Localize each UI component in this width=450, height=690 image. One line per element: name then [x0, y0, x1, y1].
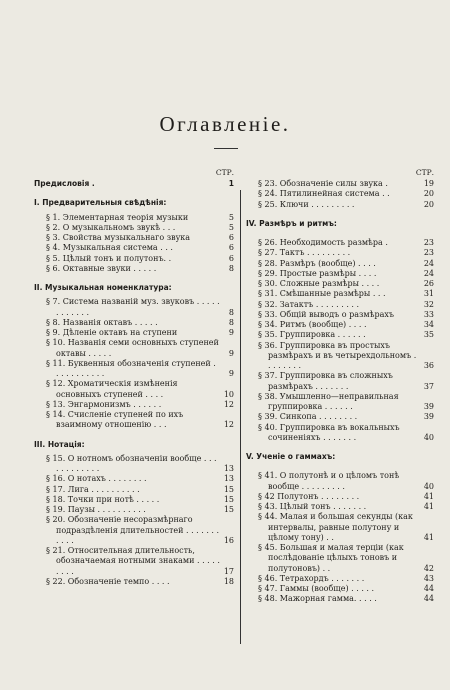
toc-entry-title: § 19. Паузы . . . . . . . . . .	[46, 505, 146, 514]
toc-entry-title: § 6. Октавные звуки . . . . .	[46, 263, 157, 273]
toc-section-heading[interactable]	[246, 219, 434, 229]
toc-section-heading[interactable]	[34, 198, 234, 208]
toc-page-number: 6	[228, 243, 234, 253]
toc-page-number: 43	[423, 573, 434, 583]
toc-page-number: 37	[423, 381, 434, 391]
toc-entry-title: § 26. Необходимость размѣра .	[258, 238, 388, 247]
toc-page-number: 39	[423, 402, 434, 411]
toc-entry-title: § 45. Большая и малая терціи (как послѣдованіе цѣлыхъ тоновъ и полутоновъ) . .	[258, 543, 404, 573]
toc-entry[interactable]	[246, 269, 434, 279]
toc-entry-title: § 48. Мажорная гамма. . . . .	[258, 594, 377, 604]
toc-page-number: 44	[423, 584, 434, 593]
toc-page-number: 17	[223, 566, 234, 576]
toc-entry-title: § 12. Хроматическія измѣненія основныхъ ступеней . . . .	[46, 379, 178, 399]
toc-page-number: 23	[423, 248, 434, 258]
toc-entry[interactable]	[34, 243, 234, 253]
toc-spacer	[34, 431, 234, 440]
toc-spacer	[246, 462, 434, 471]
toc-entry[interactable]	[246, 310, 434, 320]
toc-entry-title: § 5. Цѣлый тонъ и полутонъ. .	[46, 253, 172, 263]
toc-entry-title: III. Нотація:	[34, 439, 85, 449]
toc-entry[interactable]	[34, 410, 234, 431]
toc-entry-title: V. Ученіе о гаммахъ:	[246, 452, 336, 461]
toc-spacer	[34, 189, 234, 198]
toc-entry[interactable]	[34, 515, 234, 546]
toc-page-number: 40	[423, 481, 434, 491]
toc-right-list	[246, 179, 434, 605]
toc-page-number: 32	[423, 299, 434, 309]
toc-entry-title: § 44. Малая и большая секунды (как интервалы, равные полутону и цѣлому тону) . .	[258, 512, 413, 542]
toc-entry[interactable]	[34, 454, 234, 475]
page-title: Оглавленіе.	[159, 112, 291, 136]
toc-entry[interactable]	[34, 359, 234, 380]
toc-entry[interactable]	[34, 223, 234, 233]
title-rule	[214, 148, 238, 149]
toc-page-number: 13	[223, 474, 234, 484]
toc-entry[interactable]	[246, 392, 434, 413]
toc-entry[interactable]	[246, 289, 434, 299]
toc-entry-title: § 13. Энгармонизмъ . . . . . .	[46, 399, 162, 409]
toc-entry-title: § 42 Полутонъ . . . . . . . .	[258, 491, 360, 501]
toc-entry[interactable]	[246, 279, 434, 289]
toc-entry-title: § 35. Группировка . . . . . .	[258, 330, 366, 340]
toc-entry[interactable]	[246, 330, 434, 340]
toc-entry-title: § 37. Группировка въ сложныхъ размѣрахъ . . . . . . .	[258, 371, 393, 391]
toc-entry[interactable]	[246, 238, 434, 248]
toc-page-number: 8	[228, 263, 234, 273]
toc-entry-title: § 8. Названія октавъ . . . . .	[46, 317, 158, 327]
toc-entry[interactable]	[246, 189, 434, 199]
toc-left-column	[34, 168, 234, 587]
toc-entry-title: § 36. Группировка въ простыхъ размѣрахъ и въ четырехдольномъ . . . . . . . .	[258, 340, 417, 370]
toc-page-number: 15	[223, 494, 234, 504]
toc-page-number: 18	[223, 576, 234, 586]
toc-page-number: 40	[423, 432, 434, 442]
toc-entry[interactable]	[246, 512, 434, 543]
toc-entry[interactable]	[246, 412, 434, 422]
toc-entry[interactable]	[34, 254, 234, 264]
toc-page-number: 13	[223, 464, 234, 473]
toc-entry-title: § 23. Обозначеніе силы звука .	[258, 179, 388, 188]
toc-page-number: 8	[228, 317, 234, 327]
toc-entry[interactable]	[246, 594, 434, 604]
toc-right-column	[246, 168, 434, 605]
toc-entry-title: § 38. Умышленно—неправильная группировка . . . . . .	[258, 391, 399, 411]
toc-entry[interactable]	[246, 543, 434, 574]
toc-entry[interactable]	[34, 577, 234, 587]
toc-entry-title: § 24. Пятилинейная система . .	[258, 189, 390, 199]
toc-page-number: 10	[223, 389, 234, 399]
toc-entry[interactable]	[34, 213, 234, 223]
toc-entry-title: § 43. Цѣлый тонъ . . . . . . .	[258, 502, 367, 511]
column-divider	[240, 190, 241, 644]
toc-entry-title: Предисловія .	[34, 179, 95, 188]
toc-page-number: 24	[423, 258, 434, 268]
toc-entry-title: § 1. Элементарная теорія музыки	[46, 212, 189, 222]
toc-entry[interactable]	[34, 474, 234, 484]
toc-entry[interactable]	[246, 200, 434, 210]
toc-section-heading[interactable]	[34, 440, 234, 450]
toc-entry-title: § 31. Смѣшанные размѣры . . .	[258, 289, 386, 299]
toc-entry[interactable]	[246, 423, 434, 444]
toc-page-number: 31	[423, 289, 434, 299]
toc-page-number: 44	[423, 594, 434, 604]
toc-page-number: 16	[223, 535, 234, 545]
toc-page-number: 6	[228, 233, 234, 242]
toc-entry-title: § 32. Затактъ . . . . . . . . .	[258, 299, 360, 309]
toc-page-number: 26	[423, 279, 434, 288]
toc-entry[interactable]	[246, 259, 434, 269]
toc-entry[interactable]	[34, 264, 234, 274]
toc-entry-title: § 40. Группировка въ вокальныхъ сочиненіяхъ . . . . . . .	[258, 422, 400, 442]
toc-entry-title: § 7. Система названій муз. звуковъ . . . . . . . . . . . .	[46, 297, 220, 317]
toc-page-number: 35	[423, 330, 434, 340]
toc-page-number: 6	[228, 253, 234, 263]
toc-entry-title: § 16. О нотахъ . . . . . . . .	[46, 474, 147, 484]
toc-entry-title: IV. Размѣръ и ритмъ:	[246, 218, 337, 228]
toc-page-number: 12	[223, 420, 234, 430]
toc-entry[interactable]	[246, 471, 434, 492]
toc-page-number: 12	[223, 399, 234, 409]
toc-entry[interactable]	[246, 300, 434, 310]
toc-entry-title: § 33. Общій выводъ о размѣрахъ	[258, 309, 394, 319]
toc-page-number: 20	[423, 189, 434, 199]
toc-section-heading[interactable]	[34, 283, 234, 293]
toc-entry-title: § 41. О полутонѣ и о цѣломъ тонѣ вообще . . . . . . . . .	[258, 471, 400, 491]
toc-spacer	[246, 443, 434, 452]
toc-page-number: 5	[228, 222, 234, 232]
toc-page-number: 23	[423, 238, 434, 247]
toc-entry-title: II. Музыкальная номенклатура:	[34, 283, 172, 292]
toc-entry-title: § 39. Синкопа . . . . . . . .	[258, 412, 358, 422]
toc-entry[interactable]	[34, 297, 234, 318]
toc-entry[interactable]	[246, 492, 434, 502]
toc-entry-title: § 20. Обозначеніе несоразмѣрнаго подраздѣленія длительностей . . . . . . . . . . .	[46, 515, 220, 545]
toc-entry-title: § 14. Счисленіе ступеней по ихъ взаимному отношенію . . .	[46, 410, 184, 430]
page-column-header: СТР.	[215, 168, 234, 177]
toc-page-number: 41	[423, 502, 434, 511]
toc-entry[interactable]	[34, 400, 234, 410]
toc-entry-title: § 21. Относительная длительность, обозначаемая нотными знаками . . . . . . . . .	[46, 546, 220, 576]
toc-entry[interactable]	[246, 502, 434, 512]
toc-page-number: 8	[228, 307, 234, 317]
toc-spacer	[246, 210, 434, 219]
toc-entry-title: § 2. О музыкальномъ звукѣ . . .	[46, 222, 176, 232]
toc-page-number: 41	[423, 532, 434, 542]
toc-entry[interactable]	[34, 546, 234, 577]
toc-entry[interactable]	[246, 341, 434, 372]
toc-page-number: 19	[423, 179, 434, 188]
page-column-header: СТР.	[415, 168, 434, 177]
toc-entry-title: § 30. Сложные размѣры . . . .	[258, 279, 380, 288]
toc-entry-title: § 11. Буквенныя обозначенія ступеней . . . . . . . . . . .	[46, 358, 216, 378]
toc-entry-title: § 47. Гаммы (вообще) . . . . .	[258, 584, 375, 593]
toc-page-number: 9	[228, 369, 234, 378]
toc-page-number: 41	[423, 491, 434, 501]
toc-entry-title: § 34. Ритмъ (вообще) . . . .	[258, 320, 367, 329]
toc-entry[interactable]	[246, 584, 434, 594]
toc-entry-title: § 10. Названія семи основныхъ ступеней октавы . . . . .	[46, 338, 219, 358]
toc-page-number: 9	[228, 328, 234, 337]
toc-page-number: 15	[223, 505, 234, 514]
toc-entry-title: § 25. Ключи . . . . . . . . .	[258, 199, 355, 209]
toc-page-number: 36	[423, 361, 434, 370]
toc-entry[interactable]	[34, 233, 234, 243]
toc-entry-title: § 28. Размѣръ (вообще) . . . .	[258, 258, 376, 268]
toc-entry-title: § 17. Лига . . . . . . . . . .	[46, 484, 140, 494]
toc-entry[interactable]	[34, 318, 234, 328]
toc-entry[interactable]	[246, 371, 434, 392]
toc-page-number: 34	[423, 320, 434, 329]
toc-entry-title: § 46. Тетрахордъ . . . . . . .	[258, 573, 365, 583]
toc-entry[interactable]	[34, 379, 234, 400]
toc-spacer	[246, 229, 434, 238]
toc-page-number: 5	[228, 212, 234, 222]
toc-entry-title: § 4. Музыкальная система . . .	[46, 243, 173, 253]
toc-left-list	[34, 179, 234, 587]
toc-entry[interactable]	[34, 505, 234, 515]
toc-entry[interactable]	[34, 328, 234, 338]
toc-entry[interactable]	[34, 495, 234, 505]
toc-page-number: 33	[423, 309, 434, 319]
toc-page-number: 1	[228, 179, 234, 188]
toc-spacer	[34, 274, 234, 283]
toc-entry-title: § 18. Точки при нотѣ . . . . .	[46, 494, 160, 504]
toc-entry-title: I. Предварительныя свѣдѣнія:	[34, 198, 167, 208]
toc-entry-title: § 9. Дѣленіе октавъ на ступени	[46, 328, 178, 337]
toc-page-number: 9	[228, 348, 234, 358]
toc-page-number: 42	[423, 563, 434, 573]
toc-entry-title: § 29. Простые размѣры . . . .	[258, 268, 377, 278]
toc-entry[interactable]	[246, 574, 434, 584]
toc-entry[interactable]	[34, 338, 234, 359]
toc-entry[interactable]	[34, 485, 234, 495]
toc-page-number: 24	[423, 268, 434, 278]
toc-entry-title: § 27. Тактъ . . . . . . . . .	[258, 248, 351, 258]
toc-section-heading[interactable]	[246, 452, 434, 462]
toc-entry-title: § 15. О нотномъ обозначеніи вообще . . . . . . . . . . . .	[46, 453, 217, 473]
toc-entry[interactable]	[246, 320, 434, 330]
toc-page-number: 15	[223, 484, 234, 494]
toc-entry-title: § 3. Свойства музыкальнаго звука	[46, 233, 191, 242]
toc-entry-title: § 22. Обозначеніе темпо . . . .	[46, 576, 170, 586]
toc-page-number: 20	[423, 199, 434, 209]
toc-page-number: 39	[423, 412, 434, 422]
toc-entry[interactable]	[246, 248, 434, 258]
toc-entry[interactable]	[246, 179, 434, 189]
toc-section-heading[interactable]	[34, 179, 234, 189]
